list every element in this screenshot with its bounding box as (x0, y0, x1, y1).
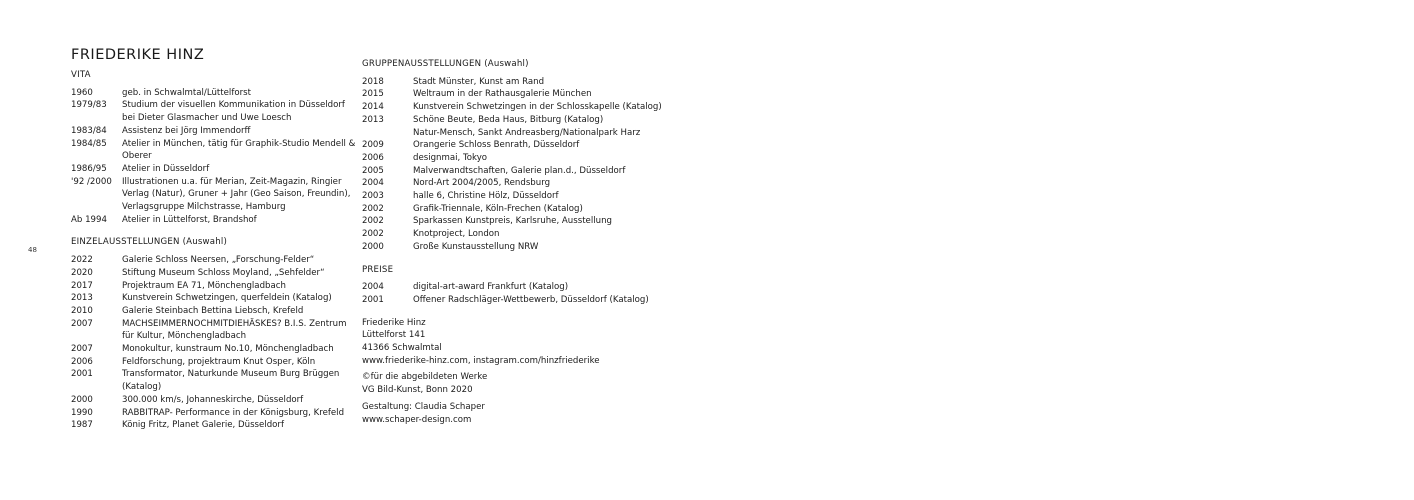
copyright-line-2: VG Bild-Kunst, Bonn 2020 (362, 385, 473, 396)
vita-item (71, 125, 356, 138)
gruppen-text: Nord-Art 2004/2005, Rendsburg (413, 178, 551, 189)
einzel-item (71, 318, 356, 343)
gruppen-year: 2006 (362, 152, 384, 163)
gruppen-item (362, 152, 662, 165)
einzel-text: Feldforschung, projektraum Knut Osper, Köln (122, 356, 316, 367)
preise-item (362, 281, 662, 294)
gruppen-text: Malverwandtschaften, Galerie plan.d., Düsseldorf (413, 165, 626, 176)
gruppen-year: 2014 (362, 102, 384, 113)
einzel-item (71, 407, 356, 420)
einzel-item (71, 280, 356, 293)
gruppen-item (362, 76, 662, 89)
gruppen-text: Knotproject, London (413, 229, 500, 240)
einzel-text: Galerie Schloss Neersen, „Forschung-Felder“ (122, 255, 315, 266)
einzel-text: Projektraum EA 71, Mönchengladbach (122, 280, 286, 291)
gruppen-year (362, 127, 413, 140)
vita-text: Illustrationen u.a. für Merian, Zeit-Magazin, Ringier Verlag (Natur), Gruner + Jahr (Geo Saison, Freundin), Verlagsgruppe Milchstrasse, Hamburg (122, 176, 351, 213)
gruppen-year: 2005 (362, 165, 384, 176)
vita-text: geb. in Schwalmtal/Lüttelforst (122, 87, 251, 98)
gruppen-year: 2009 (362, 140, 384, 151)
einzel-list (71, 254, 356, 432)
gruppen-text: Schöne Beute, Beda Haus, Bitburg (Katalog) (413, 114, 604, 125)
gruppen-text: Kunstverein Schwetzingen in der Schlosskapelle (Katalog) (413, 102, 662, 113)
einzel-item (71, 267, 356, 280)
gruppen-year: 2004 (362, 178, 384, 189)
einzel-item (71, 292, 356, 305)
gruppen-text: halle 6, Christine Hölz, Düsseldorf (413, 191, 559, 202)
gruppen-item (362, 203, 662, 216)
einzel-item (71, 419, 356, 432)
gruppen-item (362, 165, 662, 178)
contact-street: Lüttelforst 141 (362, 330, 426, 341)
vita-text: Studium der visuellen Kommunikation in Düsseldorf bei Dieter Glasmacher und Uwe Loesch (122, 100, 345, 124)
vita-item (71, 163, 356, 176)
einzel-heading: EINZELAUSSTELLUNGEN (Auswahl) (71, 237, 228, 248)
vita-text: Atelier in Düsseldorf (122, 163, 210, 174)
contact-city: 41366 Schwalmtal (362, 343, 442, 354)
preise-item (362, 294, 662, 307)
right-column (362, 58, 662, 426)
vita-year: 1984/85 (71, 138, 107, 149)
gruppen-text: Orangerie Schloss Benrath, Düsseldorf (413, 140, 580, 151)
einzel-text: Kunstverein Schwetzingen, querfeldein (Katalog) (122, 293, 332, 304)
vita-heading: VITA (71, 70, 91, 80)
gruppen-list (362, 76, 662, 254)
einzel-item (71, 305, 356, 318)
vita-year: 1979/83 (71, 100, 107, 111)
vita-item (71, 214, 356, 227)
einzel-text: Galerie Steinbach Bettina Liebsch, Krefeld (122, 305, 304, 316)
vita-text: Atelier in Lüttelforst, Brandshof (122, 214, 257, 225)
gruppen-item (362, 127, 662, 140)
preise-heading: PREISE (362, 264, 394, 275)
einzel-text: RABBITRAP- Performance in der Königsburg, Krefeld (122, 407, 345, 418)
gruppen-year: 2013 (362, 114, 384, 125)
gruppen-text: Sparkassen Kunstpreis, Karlsruhe, Ausstellung (413, 216, 612, 227)
einzel-item (71, 343, 356, 356)
gruppen-year: 2000 (362, 241, 384, 252)
contact-address (362, 317, 662, 368)
vita-year: Ab 1994 (71, 214, 107, 225)
einzel-year: 2022 (71, 255, 93, 266)
einzel-text: Transformator, Naturkunde Museum Burg Brüggen (Katalog) (122, 369, 340, 393)
design-credit (362, 401, 662, 426)
einzel-item (71, 254, 356, 267)
einzel-item (71, 356, 356, 369)
gruppen-year: 2003 (362, 191, 384, 202)
page-number: 48 (28, 246, 37, 254)
vita-year: '92 /2000 (71, 176, 112, 187)
gruppen-text: Grafik-Triennale, Köln-Frechen (Katalog) (413, 203, 583, 214)
vita-text: Atelier in München, tätig für Graphik-Studio Mendell & Oberer (122, 138, 356, 162)
vita-text: Assistenz bei Jörg Immendorff (122, 125, 251, 136)
left-column (71, 45, 356, 432)
einzel-year: 2001 (71, 369, 93, 380)
einzel-year: 2007 (71, 344, 93, 355)
gruppen-text: designmai, Tokyo (413, 152, 488, 163)
preise-text: digital-art-award Frankfurt (Katalog) (413, 282, 569, 293)
einzel-year: 2006 (71, 356, 93, 367)
preise-year: 2001 (362, 294, 384, 305)
gruppen-item (362, 215, 662, 228)
gruppen-item (362, 241, 662, 254)
gruppen-text: Natur-Mensch, Sankt Andreasberg/Nationalpark Harz (413, 127, 641, 138)
einzel-year: 2020 (71, 267, 93, 278)
contact-web: www.friederike-hinz.com, instagram.com/hinzfriederike (362, 355, 600, 366)
einzel-year: 2010 (71, 305, 93, 316)
gruppen-year: 2018 (362, 76, 384, 87)
gruppen-year: 2002 (362, 229, 384, 240)
gruppen-item (362, 101, 662, 114)
gruppen-item (362, 88, 662, 101)
gruppen-item (362, 114, 662, 127)
design-line-2: www.schaper-design.com (362, 414, 472, 425)
vita-item (71, 99, 356, 124)
gruppen-item (362, 139, 662, 152)
gruppen-item (362, 190, 662, 203)
einzel-year: 1990 (71, 407, 93, 418)
gruppen-year: 2015 (362, 89, 384, 100)
einzel-text: Monokultur, kunstraum No.10, Mönchengladbach (122, 344, 334, 355)
vita-item (71, 176, 356, 214)
gruppen-item (362, 177, 662, 190)
einzel-year: 2000 (71, 394, 93, 405)
copyright-note (362, 371, 662, 396)
preise-year: 2004 (362, 282, 384, 293)
preise-list (362, 281, 662, 306)
vita-item (71, 87, 356, 100)
einzel-text: Stiftung Museum Schloss Moyland, „Sehfelder“ (122, 267, 325, 278)
einzel-item (71, 368, 356, 393)
gruppen-item (362, 228, 662, 241)
einzel-year: 2017 (71, 280, 93, 291)
einzel-text: 300.000 km/s, Johanneskirche, Düsseldorf (122, 394, 304, 405)
vita-year: 1960 (71, 87, 93, 98)
vita-year: 1983/84 (71, 125, 107, 136)
gruppen-heading: GRUPPENAUSSTELLUNGEN (Auswahl) (362, 59, 529, 69)
vita-list (71, 87, 356, 227)
gruppen-text: Stadt Münster, Kunst am Rand (413, 76, 545, 87)
gruppen-year: 2002 (362, 216, 384, 227)
contact-name: Friederike Hinz (362, 317, 426, 328)
gruppen-text: Weltraum in der Rathausgalerie München (413, 89, 592, 100)
vita-year: 1986/95 (71, 163, 107, 174)
einzel-text: MACHSEIMMERNOCHMITDIEHÄSKES? B.I.S. Zentrum für Kultur, Mönchengladbach (122, 318, 347, 342)
artist-name: FRIEDERIKE HINZ (71, 47, 205, 63)
design-line-1: Gestaltung: Claudia Schaper (362, 401, 485, 412)
einzel-item (71, 394, 356, 407)
gruppen-year: 2002 (362, 203, 384, 214)
einzel-text: König Fritz, Planet Galerie, Düsseldorf (122, 420, 284, 431)
einzel-year: 2007 (71, 318, 93, 329)
preise-text: Offener Radschläger-Wettbewerb, Düsseldorf (Katalog) (413, 294, 649, 305)
vita-item (71, 138, 356, 163)
gruppen-text: Große Kunstausstellung NRW (413, 241, 539, 252)
einzel-year: 1987 (71, 420, 93, 431)
einzel-year: 2013 (71, 293, 93, 304)
copyright-line-1: ©für die abgebildeten Werke (362, 372, 488, 383)
